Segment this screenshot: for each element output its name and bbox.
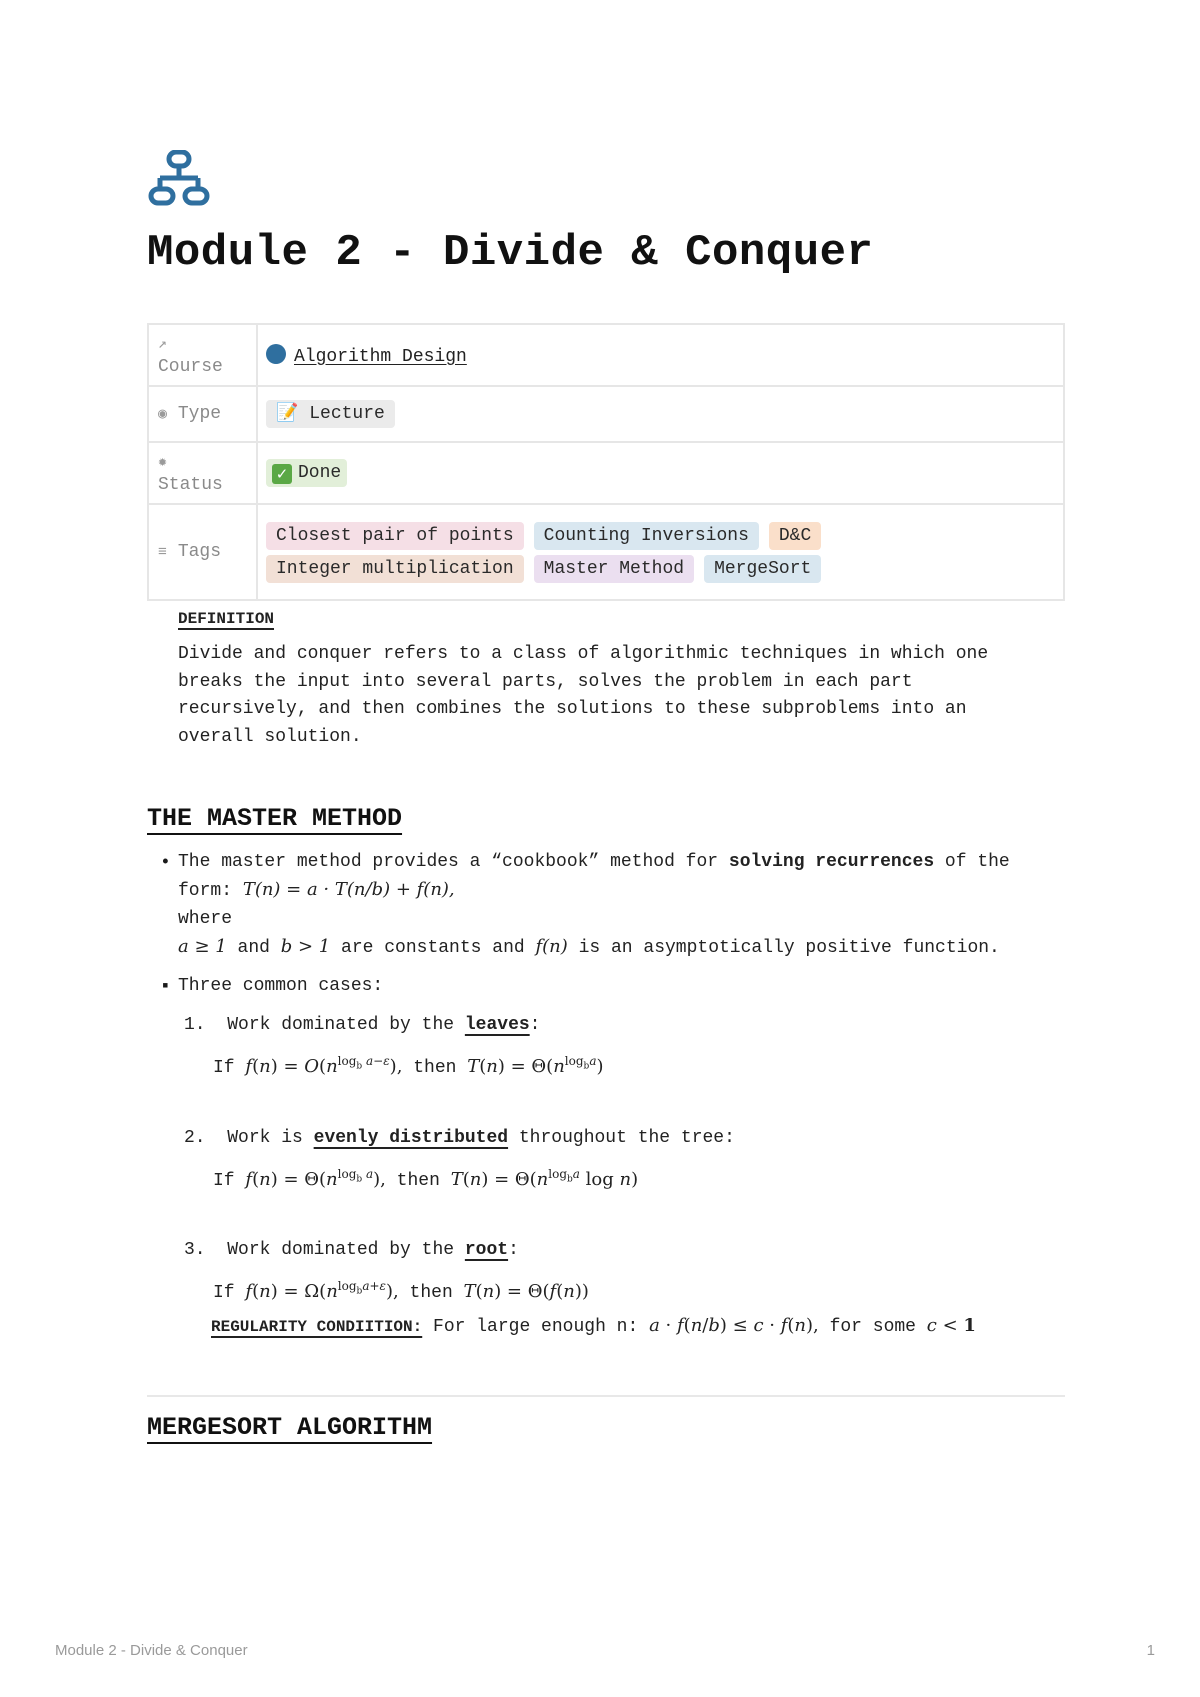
- property-label: Tags: [177, 541, 222, 562]
- tag-chip[interactable]: Integer multiplication: [266, 555, 524, 583]
- case-2-formula: If $f(n) = \Theta(n^{log_b a})$, then $T(n) = \Theta(n^{log_ba}$ log n): [213, 1167, 639, 1191]
- property-row-tags: [148, 504, 1064, 600]
- case-3-formula: If $f(n) = \Omega(n^{log_ba+\varepsilon})$, then T(n) = Θ(f(n)): [213, 1279, 589, 1303]
- case-2: 2. Work is evenly distributed throughout the tree:: [184, 1128, 735, 1148]
- blue-circle-icon: [266, 344, 286, 364]
- type-chip[interactable]: 📝 Lecture: [266, 400, 395, 428]
- tag-chip[interactable]: D&C: [769, 522, 821, 550]
- case-1: 1. Work dominated by the leaves:: [184, 1015, 541, 1035]
- case-3: 3. Work dominated by the root:: [184, 1240, 519, 1260]
- footer-title: Module 2 - Divide & Conquer: [55, 1642, 248, 1659]
- master-method-bullet-2: Three common cases:: [178, 976, 384, 996]
- master-method-bullet-1: The master method provides a “cookbook” method for solving recurrences of the form: T(n) = a · T(n/b) + f(n), where a ≥ 1 and b > 1 are constants and f(n) is an asymptotically positive function.: [178, 852, 1010, 958]
- properties-table: [147, 323, 1065, 601]
- tag-chip[interactable]: MergeSort: [704, 555, 821, 583]
- loader-icon: ✹: [158, 453, 168, 471]
- bullet-icon: •: [160, 853, 171, 873]
- course-link[interactable]: Algorithm Design: [294, 346, 467, 367]
- check-mark-icon: ✓: [272, 464, 292, 484]
- case-1-formula: If $f(n) = O(n^{log_b a-\varepsilon})$, then $T(n) = \Theta(n^{log_ba})$: [213, 1054, 604, 1078]
- property-row-course: [148, 324, 1064, 386]
- definition-text: Divide and conquer refers to a class of algorithmic techniques in which one breaks the input into several parts, solves the problem in each part recursively, and then combines the solutions to these subproblems into an overall solution.: [178, 644, 989, 747]
- tag-chip[interactable]: Closest pair of points: [266, 522, 524, 550]
- list-icon: ≡: [158, 543, 168, 561]
- page-title: Module 2 - Divide & Conquer: [147, 228, 874, 278]
- regularity-condition: REGULARITY CONDIITION: For large enough n: a · f(n/b) ≤ c · f(n), for some c < 1: [211, 1315, 976, 1337]
- recurrence-formula: T(n) = a · T(n/b) + f(n),: [242, 879, 455, 900]
- property-label: Course: [158, 356, 223, 377]
- mergesort-heading: MERGESORT ALGORITHM: [147, 1413, 433, 1442]
- property-row-type: [148, 386, 1064, 442]
- arrow-up-right-icon: ↗: [158, 335, 168, 353]
- status-chip[interactable]: ✓ Done: [266, 459, 347, 487]
- master-method-heading: THE MASTER METHOD: [147, 804, 403, 833]
- property-label: Type: [177, 403, 222, 424]
- bullet-icon: ▪: [160, 977, 171, 997]
- sitemap-icon: [148, 150, 210, 208]
- tag-chip[interactable]: Master Method: [534, 555, 694, 583]
- definition-heading: DEFINITION: [178, 610, 275, 628]
- page-number: 1: [1146, 1642, 1155, 1659]
- property-row-status: [148, 442, 1064, 504]
- circle-chevron-icon: ◉: [158, 405, 168, 423]
- divider: [147, 1395, 1065, 1397]
- property-label: Status: [158, 474, 223, 495]
- tag-chip[interactable]: Counting Inversions: [534, 522, 759, 550]
